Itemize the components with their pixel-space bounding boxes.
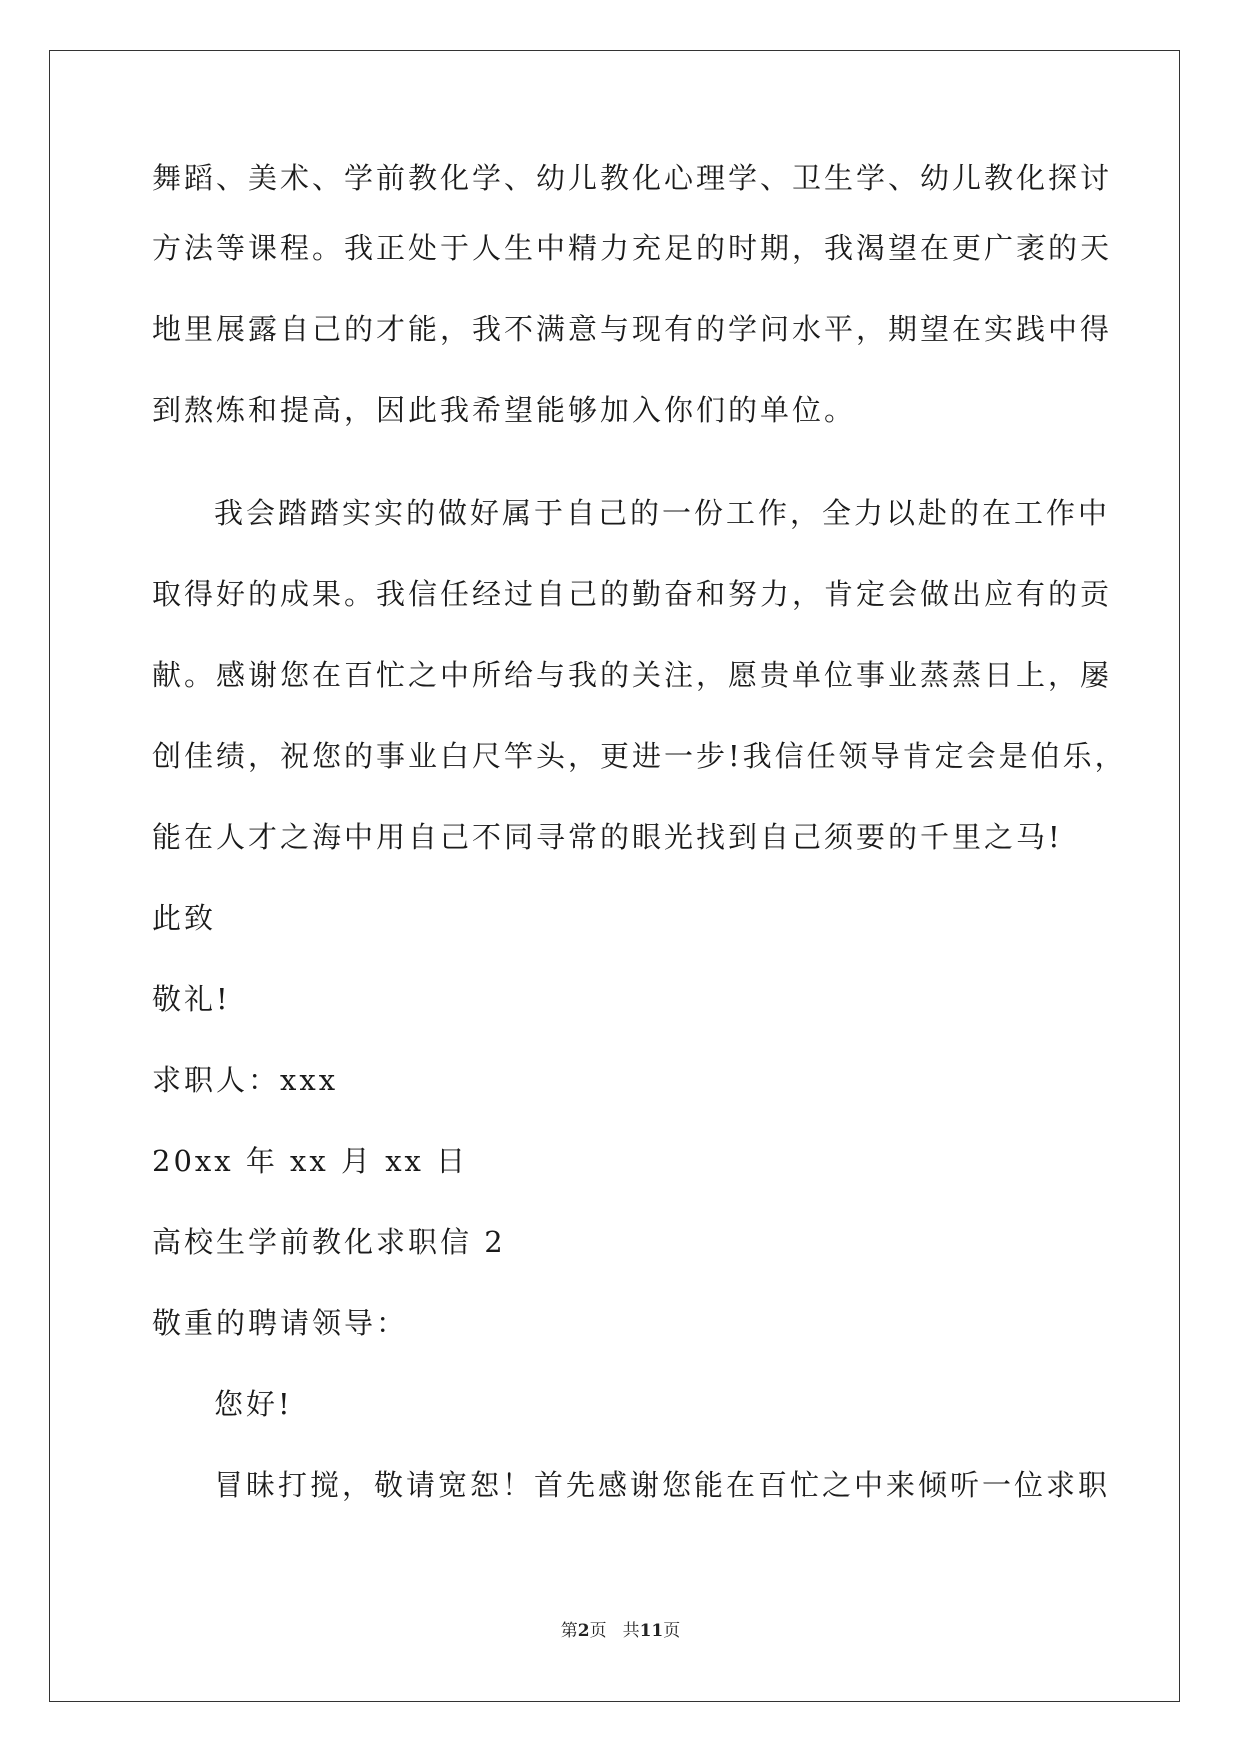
page-prefix: 第 (560, 1621, 578, 1641)
page-suffix: 页 (589, 1621, 607, 1641)
paragraph-line: 取得好的成果。我信任经过自己的勤奋和努力，肯定会做出应有的贡 (152, 577, 1113, 611)
total-suffix: 页 (663, 1621, 681, 1641)
applicant-signature: 求职人：xxx (152, 1063, 339, 1097)
letter-greeting: 敬重的聘请领导： (152, 1306, 409, 1340)
closing-salutation: 此致 (152, 901, 217, 935)
total-prefix: 共 (622, 1621, 640, 1641)
page-border (49, 50, 1180, 1702)
paragraph-line: 冒昧打搅，敬请宽恕！首先感谢您能在百忙之中来倾听一位求职 (214, 1468, 1111, 1502)
paragraph-line: 地里展露自己的才能，我不满意与现有的学问水平，期望在实践中得 (152, 312, 1113, 346)
letter-date: 20xx 年 xx 月 xx 日 (152, 1144, 469, 1178)
paragraph-line: 方法等课程。我正处于人生中精力充足的时期，我渴望在更广袤的天 (152, 231, 1113, 265)
paragraph-line: 献。感谢您在百忙之中所给与我的关注，愿贵单位事业蒸蒸日上，屡 (152, 658, 1113, 692)
closing-regards: 敬礼! (152, 982, 231, 1016)
total-pages: 11 (639, 1621, 664, 1641)
paragraph-line: 舞蹈、美术、学前教化学、幼儿教化心理学、卫生学、幼儿教化探讨 (152, 161, 1113, 195)
section-title: 高校生学前教化求职信 2 (152, 1225, 506, 1259)
paragraph-line: 能在人才之海中用自己不同寻常的眼光找到自己须要的千里之马! (152, 820, 1063, 854)
paragraph-line: 我会踏踏实实的做好属于自己的一份工作，全力以赴的在工作中 (214, 496, 1111, 530)
paragraph-line: 到熬炼和提高，因此我希望能够加入你们的单位。 (152, 393, 857, 427)
greeting-hello: 您好! (214, 1387, 293, 1421)
page-number: 2 (577, 1621, 590, 1641)
paragraph-line: 创佳绩，祝您的事业白尺竿头，更进一步!我信任领导肯定会是伯乐， (152, 739, 1127, 773)
page-footer (0, 1620, 1241, 1642)
